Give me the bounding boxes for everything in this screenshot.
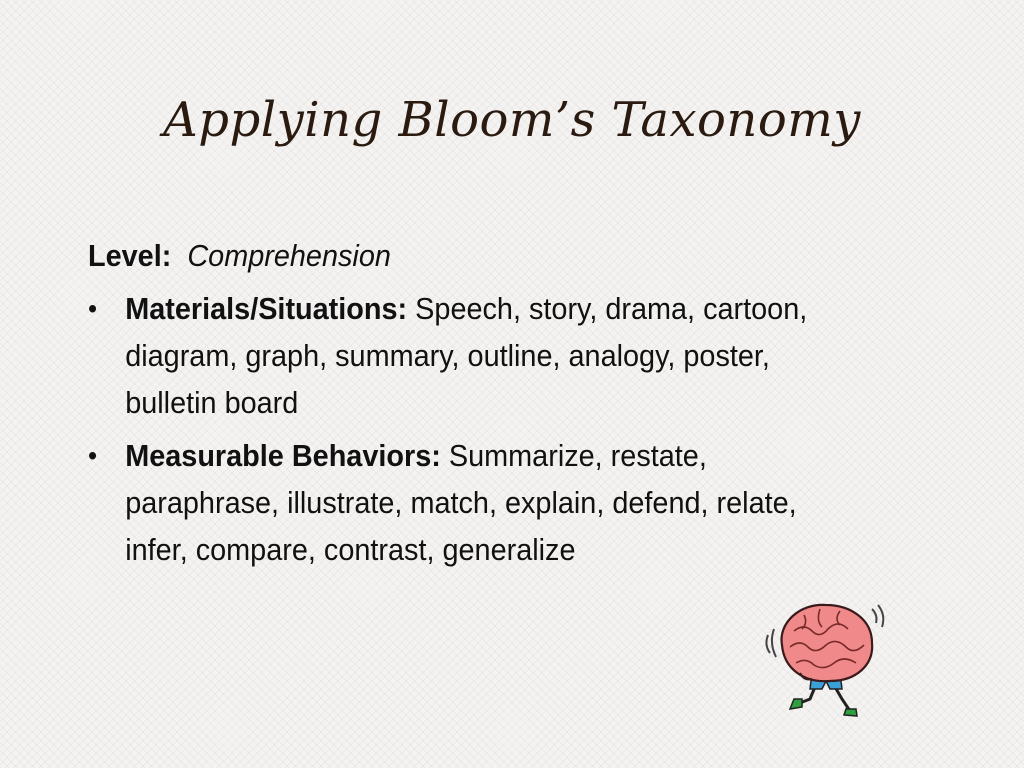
list-item: [88, 285, 860, 426]
bullet-label: Materials/Situations:: [125, 291, 408, 326]
slide-body: [88, 232, 860, 579]
bullet-marker: •: [88, 440, 98, 471]
slide-title: Applying Bloom’s Taxonomy: [163, 92, 861, 148]
running-brain-icon: [760, 595, 890, 720]
bullet-text: Summarize, restate, paraphrase, illustrate, match, explain, defend, relate, infer, compare, contrast, generalize: [125, 438, 797, 567]
bullet-list: [88, 285, 860, 573]
level-line: [88, 232, 860, 279]
bullet-marker: •: [88, 293, 98, 324]
level-value: Comprehension: [187, 238, 391, 273]
level-label: Level:: [88, 238, 172, 273]
bullet-text: Speech, story, drama, cartoon, diagram, graph, summary, outline, analogy, poster, bulletin board: [125, 291, 808, 420]
bullet-label: Measurable Behaviors:: [125, 438, 441, 473]
list-item: [88, 432, 860, 573]
